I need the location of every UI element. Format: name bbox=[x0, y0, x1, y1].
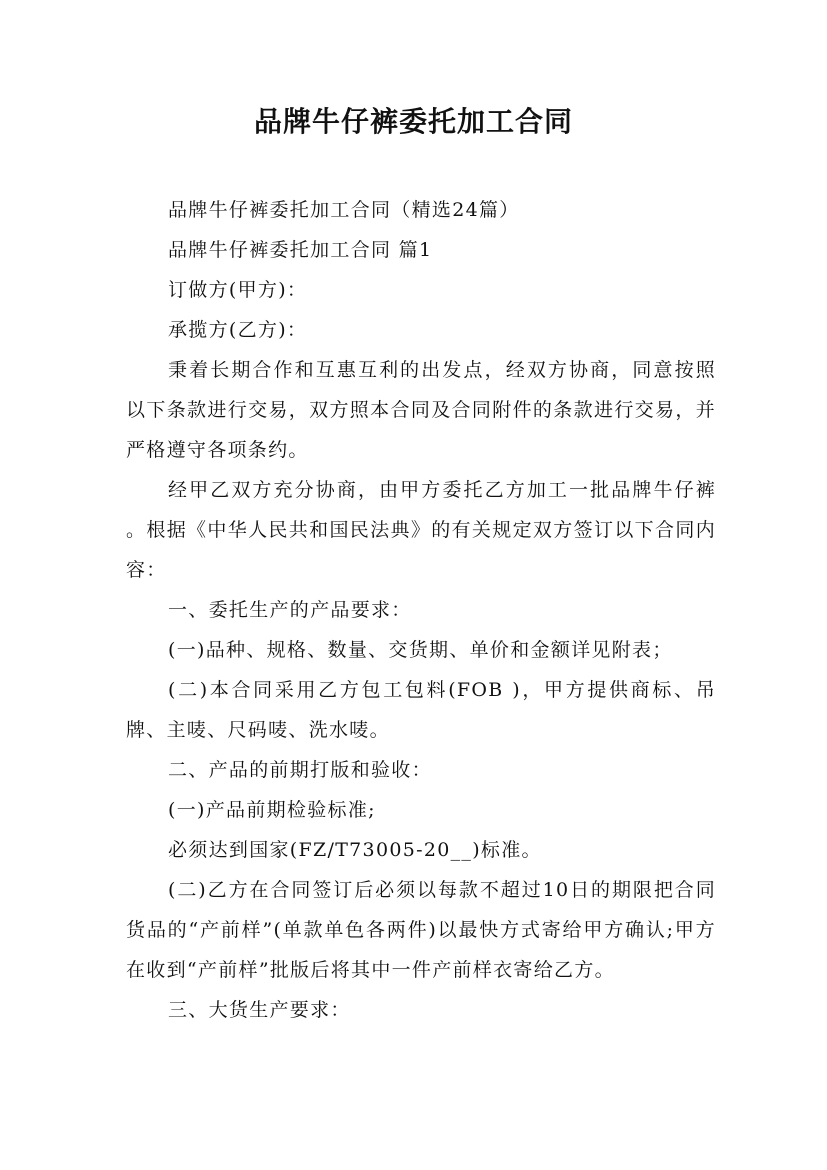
paragraph-clause-2-heading: 二、产品的前期打版和验收： bbox=[168, 759, 432, 781]
paragraph-clause-1-2: (二)本合同采用乙方包工包料(FOB )，甲方提供商标、吊牌、主唛、尺码唛、洗水唛。 bbox=[126, 679, 716, 741]
paragraph-party-b: 承揽方(乙方)： bbox=[168, 319, 308, 341]
paragraph-clause-2-2: (二)乙方在合同签订后必须以每款不超过10日的期限把合同货品的“产前样”(单款单色各两件)以最快方式寄给甲方确认;甲方在收到“产前样”批版后将其中一件产前样衣寄给乙方。 bbox=[126, 879, 716, 981]
paragraph-party-a: 订做方(甲方)： bbox=[168, 279, 308, 301]
paragraph-clause-3-heading: 三、大货生产要求： bbox=[168, 999, 351, 1021]
paragraph-clause-1-heading: 一、委托生产的产品要求： bbox=[168, 599, 412, 621]
paragraph-subtitle: 品牌牛仔裤委托加工合同（精选24篇） bbox=[168, 199, 520, 221]
paragraph-section-heading: 品牌牛仔裤委托加工合同 篇1 bbox=[168, 239, 433, 261]
document-title: 品牌牛仔裤委托加工合同 bbox=[253, 105, 573, 138]
paragraph-clause-2-1: (一)产品前期检验标准; bbox=[168, 799, 376, 821]
paragraph-clause-1-1: (一)品种、规格、数量、交货期、单价和金额详见附表； bbox=[168, 639, 673, 661]
paragraph-preamble: 秉着长期合作和互惠互利的出发点，经双方协商，同意按照以下条款进行交易，双方照本合同及合同附件的条款进行交易，并严格遵守各项条约。 bbox=[126, 359, 716, 461]
paragraph-agreement-basis: 经甲乙双方充分协商，由甲方委托乙方加工一批品牌牛仔裤 。根据《中华人民共和国民法典》的有关规定双方签订以下合同内容： bbox=[126, 479, 716, 581]
paragraph-standard: 必须达到国家(FZ/T73005-20__)标准。 bbox=[168, 839, 542, 861]
document-body bbox=[126, 190, 716, 1030]
